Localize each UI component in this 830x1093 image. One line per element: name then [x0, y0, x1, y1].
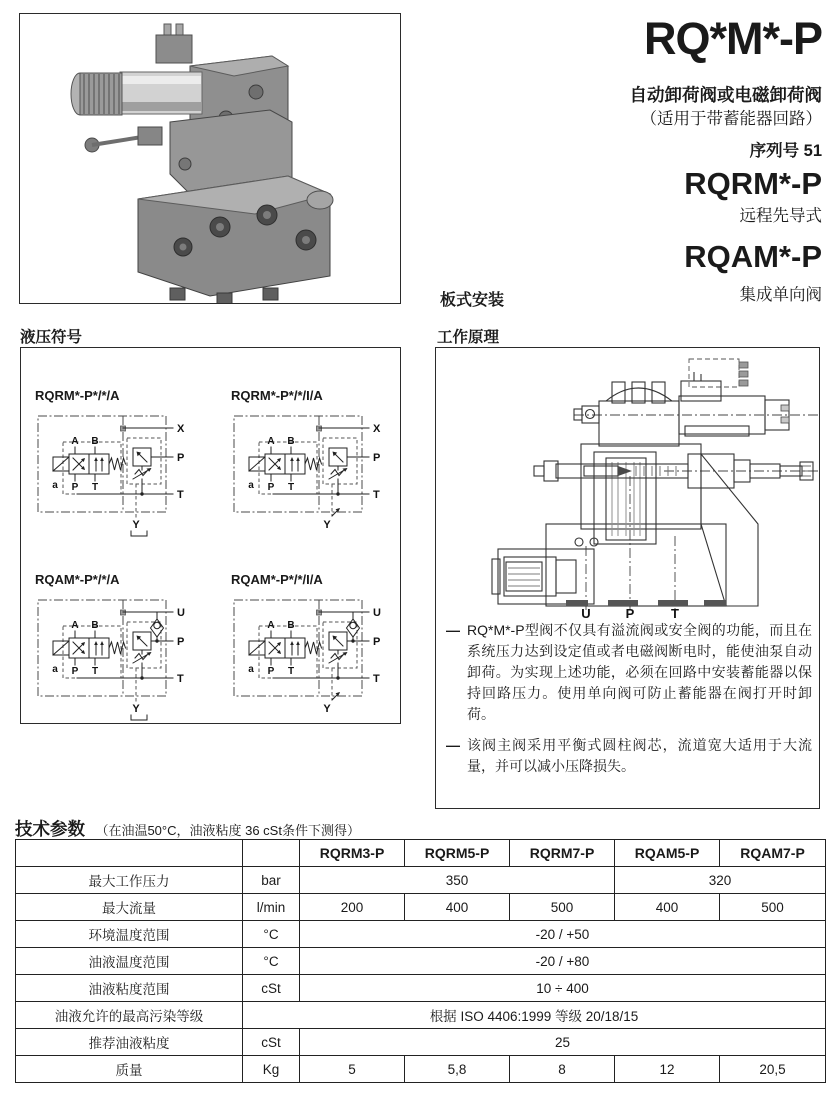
- port-label-mid: P: [177, 452, 185, 464]
- value-cell: 根据 ISO 4406:1999 等级 20/18/15: [243, 1002, 826, 1029]
- bullet-text: RQ*M*-P型阀不仅具有溢流阀或安全阀的功能，而且在系统压力达到设定值或者电磁阀断电时，能使油泵自动卸荷。为实现上述功能，必须在回路中安装蓄能器以保持回路压力。使用单向阀可防止蓄能器在阀打开时卸荷。: [467, 622, 812, 722]
- value-cell: 25: [300, 1029, 826, 1056]
- schematic-drawing: [231, 404, 383, 542]
- param-cell: 油液粘度范围: [16, 975, 243, 1002]
- series-label: 序列号 51: [749, 142, 822, 161]
- port-label-mid: P: [177, 636, 185, 648]
- unit-cell: bar: [243, 867, 300, 894]
- port-label-bot: T: [177, 673, 184, 685]
- working-principle-title: 工作原理: [437, 329, 500, 346]
- unit-cell: l/min: [243, 894, 300, 921]
- column-header-rqam7p: RQAM7-P: [720, 840, 826, 867]
- port-label-bot: T: [373, 673, 380, 685]
- svg-text:A: A: [71, 436, 79, 447]
- value-cell: 5,8: [405, 1056, 510, 1083]
- specs-table: [15, 839, 826, 1083]
- column-header-rqrm7p: RQRM7-P: [510, 840, 615, 867]
- specs-note: （在油温50°C，油液粘度 36 cSt条件下测得）: [95, 823, 360, 838]
- svg-text:A: A: [267, 436, 275, 447]
- variant-rqam-title: RQAM*-P: [684, 239, 822, 275]
- drain-label: Y: [323, 519, 331, 531]
- diagram-label: RQAM*-P*/*/I/A: [231, 572, 323, 587]
- param-cell: 油液允许的最高污染等级: [16, 1002, 243, 1029]
- bullet-marker: —: [446, 737, 460, 753]
- specs-title: 技术参数: [15, 819, 85, 839]
- value-cell: 500: [510, 894, 615, 921]
- port-label-u: U: [581, 606, 591, 619]
- schematic-rqam-ia: [231, 572, 399, 731]
- param-cell: 推荐油液粘度: [16, 1029, 243, 1056]
- param-cell: 油液温度范围: [16, 948, 243, 975]
- subtitle: 自动卸荷阀或电磁卸荷阀: [629, 85, 822, 105]
- table-row-ambient-temp: [16, 921, 826, 948]
- table-row-max-flow: [16, 894, 826, 921]
- valve-photo-illustration: [20, 14, 400, 303]
- value-cell: 500: [720, 894, 826, 921]
- schematic-rqrm-a: [35, 388, 203, 547]
- port-label-mid: P: [373, 452, 381, 464]
- description-list: [446, 620, 812, 787]
- table-row-recommended-viscosity: [16, 1029, 826, 1056]
- diagram-label: RQRM*-P*/*/I/A: [231, 388, 323, 403]
- table-row-mass: [16, 1056, 826, 1083]
- unit-cell: Kg: [243, 1056, 300, 1083]
- variant-rqrm-title: RQRM*-P: [684, 166, 822, 202]
- port-label-t: T: [671, 606, 679, 619]
- svg-text:T: T: [91, 482, 99, 493]
- working-principle-panel: [435, 347, 820, 809]
- value-cell: 20,5: [720, 1056, 826, 1083]
- port-label-top: U: [373, 607, 381, 619]
- subtitle-note: （适用于带蓄能器回路）: [640, 109, 822, 128]
- port-label-p: P: [625, 606, 635, 619]
- title-block: [629, 13, 823, 305]
- unit-cell: cSt: [243, 1029, 300, 1056]
- table-header-row: [16, 840, 826, 867]
- drain-label: Y: [132, 703, 140, 715]
- hydraulic-symbols-panel: [20, 347, 401, 724]
- value-cell: 400: [615, 894, 720, 921]
- schematic-drawing: [35, 404, 187, 542]
- table-row-contamination: [16, 1002, 826, 1029]
- param-cell: 最大工作压力: [16, 867, 243, 894]
- hydraulic-symbols-title: 液压符号: [20, 329, 83, 346]
- port-label-bot: T: [177, 489, 184, 501]
- svg-text:A: A: [267, 620, 275, 631]
- table-row-max-pressure: [16, 867, 826, 894]
- svg-text:B: B: [287, 620, 295, 631]
- variant-rqam-desc: 集成单向阀: [739, 286, 822, 305]
- param-cell: 最大流量: [16, 894, 243, 921]
- svg-text:a: a: [52, 480, 58, 491]
- diagram-label: RQRM*-P*/*/A: [35, 388, 120, 403]
- value-cell: 320: [615, 867, 826, 894]
- unit-cell: cSt: [243, 975, 300, 1002]
- svg-text:T: T: [91, 666, 99, 677]
- value-cell: 5: [300, 1056, 405, 1083]
- schematic-rqrm-ia: [231, 388, 399, 547]
- port-label-top: U: [177, 607, 185, 619]
- cross-section-diagram: [436, 354, 821, 624]
- bullet-marker: —: [446, 622, 460, 638]
- description-bullet: [446, 735, 812, 777]
- value-cell: 200: [300, 894, 405, 921]
- port-label-mid: P: [373, 636, 381, 648]
- unit-header: [243, 840, 300, 867]
- svg-text:T: T: [287, 482, 295, 493]
- table-row-viscosity-range: [16, 975, 826, 1002]
- svg-text:P: P: [71, 482, 79, 493]
- svg-text:A: A: [71, 620, 79, 631]
- unit-cell: °C: [243, 921, 300, 948]
- param-cell: 质量: [16, 1056, 243, 1083]
- table-row-fluid-temp: [16, 948, 826, 975]
- value-cell: 400: [405, 894, 510, 921]
- port-label-top: X: [373, 423, 381, 435]
- mounting-type-label: 板式安装: [440, 292, 505, 309]
- specs-heading: [15, 816, 360, 841]
- column-header-rqam5p: RQAM5-P: [615, 840, 720, 867]
- product-photo-frame: [19, 13, 401, 304]
- column-header-rqrm3p: RQRM3-P: [300, 840, 405, 867]
- schematic-drawing: [35, 588, 187, 726]
- svg-text:T: T: [287, 666, 295, 677]
- drain-label: Y: [132, 519, 140, 531]
- column-header-rqrm5p: RQRM5-P: [405, 840, 510, 867]
- value-cell: 12: [615, 1056, 720, 1083]
- svg-text:a: a: [52, 664, 58, 675]
- value-cell: -20 / +80: [300, 948, 826, 975]
- svg-text:P: P: [267, 482, 275, 493]
- svg-text:P: P: [71, 666, 79, 677]
- svg-text:B: B: [287, 436, 295, 447]
- svg-text:a: a: [248, 480, 254, 491]
- value-cell: -20 / +50: [300, 921, 826, 948]
- variant-rqrm-desc: 远程先导式: [739, 207, 822, 226]
- schematic-rqam-a: [35, 572, 203, 731]
- svg-text:a: a: [248, 664, 254, 675]
- port-label-bot: T: [373, 489, 380, 501]
- param-header: [16, 840, 243, 867]
- param-cell: 环境温度范围: [16, 921, 243, 948]
- svg-text:P: P: [267, 666, 275, 677]
- value-cell: 10 ÷ 400: [300, 975, 826, 1002]
- value-cell: 350: [300, 867, 615, 894]
- svg-text:B: B: [91, 620, 99, 631]
- unit-cell: °C: [243, 948, 300, 975]
- svg-text:B: B: [91, 436, 99, 447]
- description-bullet: [446, 620, 812, 725]
- bullet-text: 该阀主阀采用平衡式圆柱阀芯，流道宽大适用于大流量，并可以减小压降损失。: [467, 737, 812, 774]
- port-label-top: X: [177, 423, 185, 435]
- value-cell: 8: [510, 1056, 615, 1083]
- diagram-label: RQAM*-P*/*/A: [35, 572, 120, 587]
- page-title: RQ*M*-P: [643, 13, 822, 64]
- schematic-drawing: [231, 588, 383, 726]
- drain-label: Y: [323, 703, 331, 715]
